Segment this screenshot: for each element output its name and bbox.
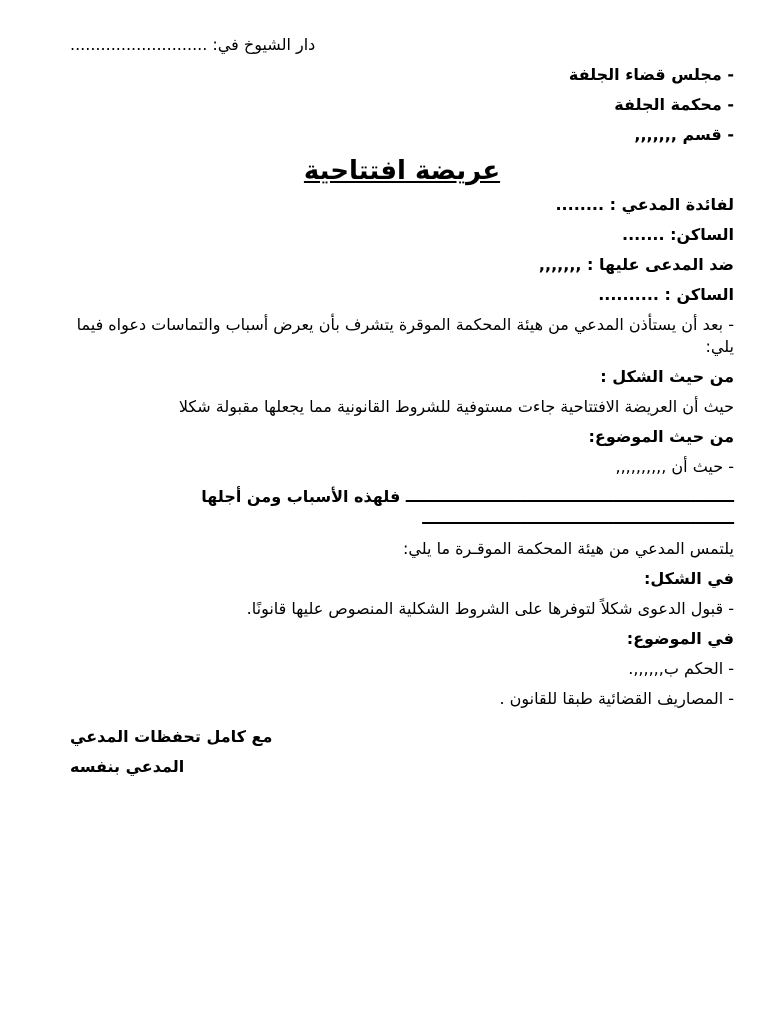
form-heading: من حيث الشكل : xyxy=(600,367,734,386)
intro-paragraph: - بعد أن يستأذن المدعي من هيئة المحكمة الموقرة يتشرف بأن يعرض أسباب والتماسات دعواه فيما يلي: xyxy=(76,315,734,356)
closing-block xyxy=(70,726,734,778)
petition-document xyxy=(70,34,734,778)
court-line: - محكمة الجلفة xyxy=(614,95,734,114)
request-intro: يلتمس المدعي من هيئة المحكمة الموقـرة ما يلي: xyxy=(403,539,734,558)
request-form-paragraph: - قبول الدعوى شكلاً لتوفرها على الشروط الشكلية المنصوص عليها قانونًا. xyxy=(246,599,734,618)
place-date-line: دار الشيوخ في: ........................... xyxy=(70,35,316,54)
request-item: - الحكم ب,,,,,,. xyxy=(628,659,734,678)
council-line: - مجلس قضاء الجلفة xyxy=(568,65,734,84)
reservations-line: مع كامل تحفظات المدعي xyxy=(70,727,273,746)
request-subject-heading: في الموضوع: xyxy=(626,629,734,648)
reasons-line: ــــــــــــــــــــــــــــــــــــــــــــــــــــــــــــ فلهذه الأسباب ومن أجلها ـــــــــــــــــــــــــــــــــــــــــــــــــــــــــ xyxy=(201,487,734,528)
defendant-line: ضد المدعى عليها : ,,,,,,, xyxy=(538,255,734,274)
plaintiff-line: لفائدة المدعي : ........ xyxy=(555,195,734,214)
subject-paragraph: - حيث أن ,,,,,,,,,, xyxy=(615,457,734,476)
plaintiff-residence-line: الساكن: ....... xyxy=(622,225,734,244)
section-line: - قسم ,,,,,,, xyxy=(634,125,734,144)
defendant-residence-line: الساكن : .......... xyxy=(598,285,734,304)
signature-line: المدعي بنفسه xyxy=(70,757,185,776)
form-paragraph: حيث أن العريضة الافتتاحية جاءت مستوفية للشروط القانونية مما يجعلها مقبولة شكلا xyxy=(178,397,734,416)
request-form-heading: في الشكل: xyxy=(644,569,734,588)
request-item: - المصاريف القضائية طبقا للقانون . xyxy=(499,689,734,708)
subject-heading: من حيث الموضوع: xyxy=(588,427,734,446)
document-title: عريضة افتتاحية xyxy=(303,156,501,186)
